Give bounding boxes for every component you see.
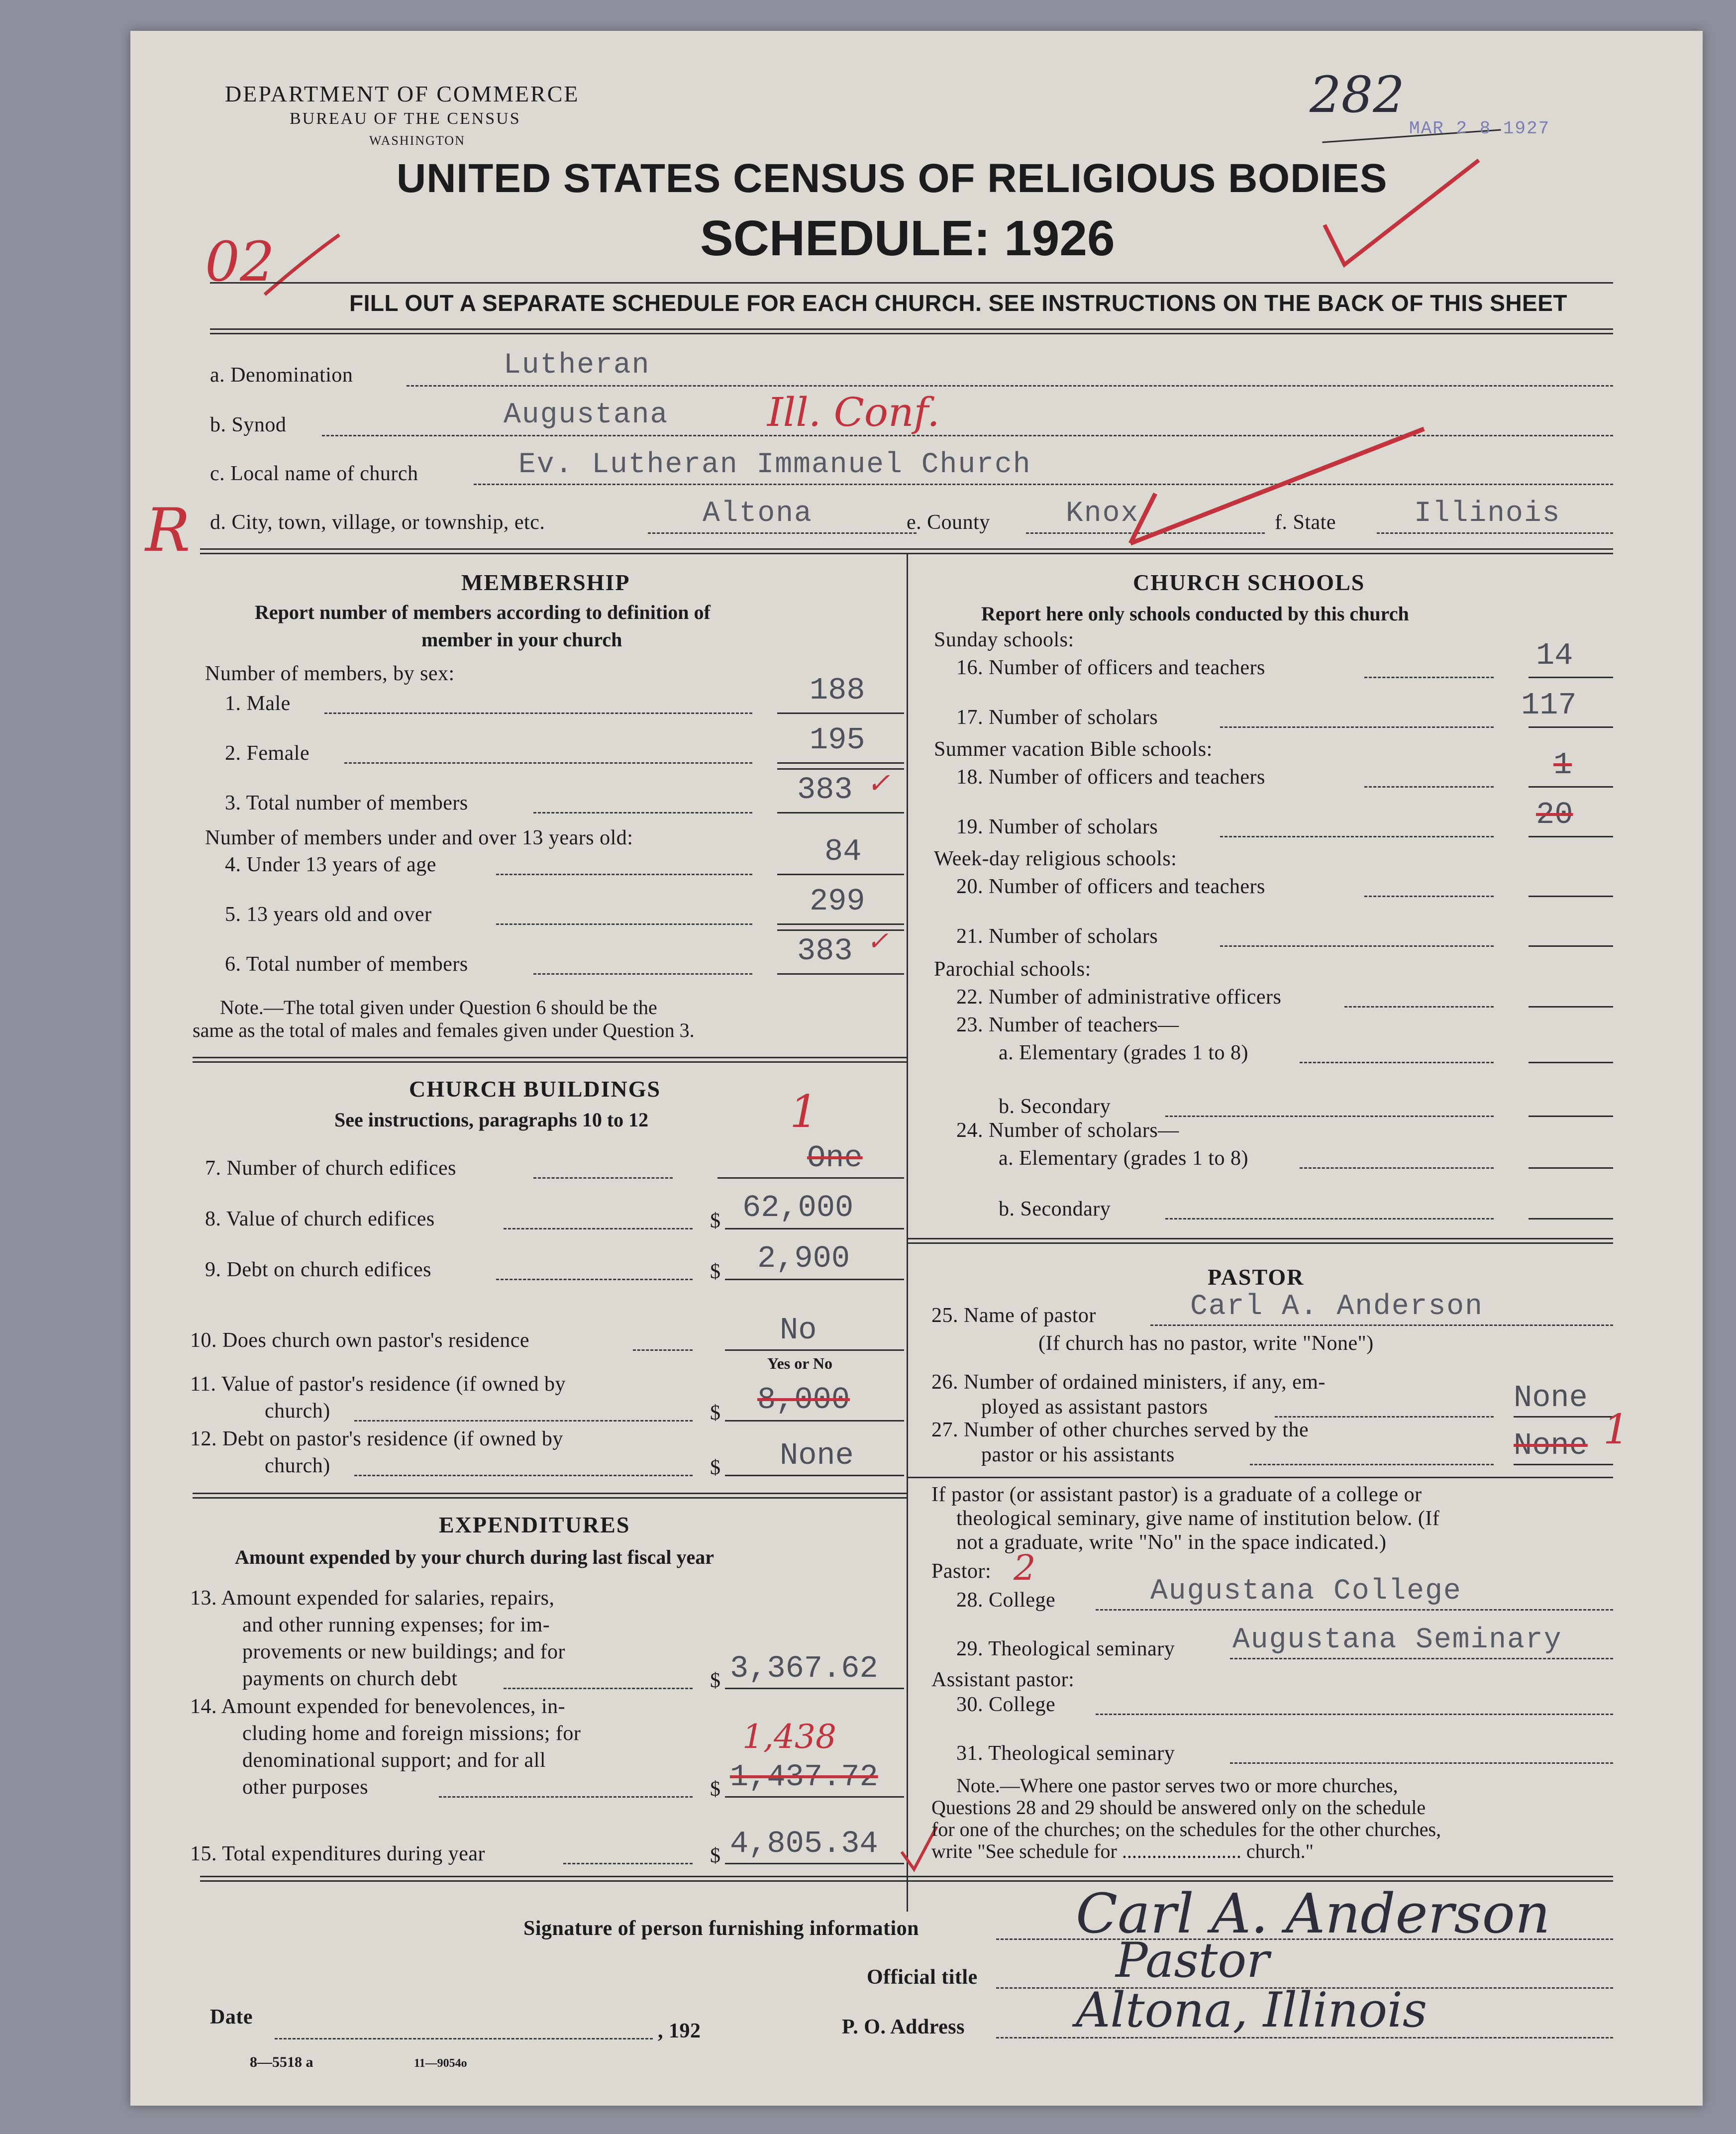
- pastor-note: Note.—Where one pastor serves two or more churches,: [956, 1774, 1398, 1797]
- po-address-label: P. O. Address: [842, 2016, 965, 2038]
- q17-sunday-scholars: 117: [1521, 688, 1577, 723]
- q8-label: 8. Value of church edifices: [205, 1208, 435, 1230]
- department-heading: DEPARTMENT OF COMMERCE: [225, 81, 580, 106]
- q29-label: 29. Theological seminary: [956, 1637, 1175, 1660]
- q12-label-2: church): [265, 1454, 330, 1477]
- state-value: Illinois: [1414, 498, 1561, 530]
- q4-label: 4. Under 13 years of age: [225, 853, 436, 876]
- q26-assistant-pastors: None: [1514, 1380, 1588, 1416]
- year-prefix: , 192: [658, 2020, 701, 2042]
- pastor-handwritten: 2: [1014, 1547, 1036, 1588]
- q13-label: 13. Amount expended for salaries, repairs,: [190, 1587, 555, 1610]
- q4-under-13-value: 84: [824, 834, 862, 869]
- q14-handwritten: 1,438: [742, 1718, 836, 1756]
- dollar-sign: $: [710, 1778, 721, 1801]
- q13-running-expenses: 3,367.62: [730, 1651, 878, 1686]
- handwritten-code: 02: [205, 230, 275, 294]
- membership-note: Note.—The total given under Question 6 should be the: [220, 996, 657, 1018]
- state-label: f. State: [1275, 511, 1336, 534]
- washington-heading: WASHINGTON: [369, 133, 465, 148]
- yes-no-hint: Yes or No: [767, 1354, 832, 1372]
- q2-female-value: 195: [810, 722, 865, 758]
- official-title-value: Pastor: [1116, 1932, 1270, 1988]
- received-date-stamp: MAR 2 8 1927: [1409, 118, 1550, 139]
- denomination-label: a. Denomination: [210, 364, 353, 387]
- graduate-instruction: If pastor (or assistant pastor) is a graduate of a college or: [931, 1483, 1422, 1506]
- handwritten-number: 282: [1310, 66, 1405, 124]
- buildings-subheading: See instructions, paragraphs 10 to 12: [334, 1109, 649, 1131]
- q11-label: 11. Value of pastor's residence (if owned by: [190, 1373, 566, 1396]
- local-name-label: c. Local name of church: [210, 462, 418, 485]
- parochial-schools-heading: Parochial schools:: [934, 958, 1091, 981]
- q24a-label: a. Elementary (grades 1 to 8): [999, 1147, 1248, 1170]
- schools-heading: CHURCH SCHOOLS: [1133, 570, 1365, 595]
- q5-label: 5. 13 years old and over: [225, 903, 432, 926]
- q2-label: 2. Female: [225, 742, 310, 765]
- form-title: UNITED STATES CENSUS OF RELIGIOUS BODIES: [397, 156, 1388, 201]
- membership-subheading-2: member in your church: [421, 628, 622, 651]
- synod-handwritten: Ill. Conf.: [767, 389, 940, 435]
- assistant-pastor-subheading: Assistant pastor:: [931, 1668, 1075, 1691]
- q13-label-2: and other running expenses; for im-: [242, 1614, 550, 1636]
- expenditures-subheading: Amount expended by your church during last fiscal year: [235, 1546, 715, 1568]
- q15-total-expenditures: 4,805.34: [730, 1826, 878, 1861]
- q21-label: 21. Number of scholars: [956, 925, 1158, 948]
- official-title-label: Official title: [867, 1966, 978, 1989]
- q11-residence-value: 8,000: [757, 1382, 850, 1418]
- q26-label: 26. Number of ordained ministers, if any, em-: [931, 1371, 1326, 1394]
- q31-label: 31. Theological seminary: [956, 1742, 1175, 1765]
- q15-label: 15. Total expenditures during year: [190, 1842, 485, 1865]
- q12-debt-residence: None: [780, 1438, 854, 1473]
- q10-residence-value: No: [780, 1313, 817, 1348]
- membership-subheading: Report number of members according to definition of: [255, 601, 711, 623]
- county-value: Knox: [1066, 498, 1139, 530]
- q6-total-value: 383: [797, 933, 853, 969]
- q3-label: 3. Total number of members: [225, 792, 468, 814]
- q23a-label: a. Elementary (grades 1 to 8): [999, 1041, 1248, 1064]
- q28-college-value: Augustana College: [1150, 1575, 1462, 1608]
- county-label: e. County: [907, 511, 990, 534]
- census-schedule-sheet: DEPARTMENT OF COMMERCE BUREAU OF THE CENSUS WASHINGTON UNITED STATES CENSUS OF RELIGIOUS BODIES SCHEDULE: 1926 282 MAR 2 8 1927 02 FILL OUT A SEPARATE SCHEDULE FOR EACH CHURCH. SEE INSTRUCTIONS ON THE BACK OF THIS SHEET a. Denomination Lutheran b. Synod Augustana Ill. Conf. c. Local name of church Ev. Lutheran Immanuel Church R d. City, town, village, or township, etc. Altona e. County Knox f. State Illinois MEMBERSHIP Report number of members according to definition of member in your church Number of members, by sex: 1. Male 188 2. Female 195 3. Total number of members 383 ✓ Number of members under and over 13 years old: 4. Under 13 years of age 84 5. 13 years old and over 299 6. Total number of members 383 ✓ Note.—The total given under Question 6 should be the same as the total of males and females given under Question 3. CHURCH BUILDINGS See instructions, paragraphs 10 to 12 1 7. Number of church edifices One 8. Value of church edifices $ 62,000 9. Debt on church edifices $ 2,900 10. Does church own pastor's residence No Yes or No 11. Value of pastor's residence (if owned by church) $ 8,000 12. Debt on pastor's residence (if owned by church) $ None EXPENDITURES Amount expended by your church during last fiscal year 13. Amount expended for salaries, repairs, and other running expenses; for im- provements or new buildings; and for payments on church debt $ 3,367.62 14. Amount expended for benevolences, in- cluding home and foreign missions; for denominational support; and for all other purposes $ 1,437.72 1,438 15. Total expenditures during year $ 4,805.34 CHURCH SCHOOLS Report here only schools conducted by this church Sunday schools: 16. Number of officers and teachers 14 17. Number of scholars 117 Summer vacation Bible schools: 18. Number of officers and teachers 1 19. Number of scholars 20 Week-day religious schools: 20. Number of officers and teachers 21. Number of scholars Parochial schools: 22. Number of administrative officers 23. Number of teachers— a. Elementary (grades 1 to 8) b. Secondary 24. Number of scholars— a. Elementary (grades 1 to 8) b. Secondary PASTOR 25. Name of pastor Carl A. Anderson (If church has no pastor, write "None") 26. Number of ordained ministers, if any, em- ployed as assistant pastors None 27. Number of other churches served by the pastor or his assistants None 1 If pastor (or assistant pastor) is a graduate of a college or theological seminary, give name of institution below. (If not a graduate, write "No" in the space indicated.) Pastor: 2 28. College Augustana College 29. Theological seminary Augustana Seminary Assistant pastor: 30. College 31. Theological seminary Note.—Where one pastor serves two or more churches, Questions 28 and 29 should be answered only on the schedule for one of the churches; on the schedules for the other churches, write "See schedule for ........................ church." Signature of person furnishing information Carl A. Anderson Official title Pastor Date , 192 P. O. Address Altona, Illinois 8—5518 a 11—9054o: [130, 31, 1703, 2106]
- q10-label: 10. Does church own pastor's residence: [190, 1329, 530, 1352]
- pastor-note-3: for one of the churches; on the schedules for the other churches,: [931, 1818, 1441, 1840]
- q13-label-3: provements or new buildings; and for: [242, 1640, 566, 1663]
- q27-label: 27. Number of other churches served by the: [931, 1419, 1309, 1441]
- q25-label: 25. Name of pastor: [931, 1304, 1096, 1327]
- form-number: 8—5518 a: [250, 2054, 313, 2070]
- q27-handwritten: 1: [1603, 1406, 1630, 1453]
- weekday-schools-heading: Week-day religious schools:: [934, 847, 1177, 870]
- q12-label: 12. Debt on pastor's residence (if owned by: [190, 1427, 563, 1450]
- q24-label: 24. Number of scholars—: [956, 1119, 1179, 1142]
- fill-out-instruction: FILL OUT A SEPARATE SCHEDULE FOR EACH CHURCH. SEE INSTRUCTIONS ON THE BACK OF THIS SHEET: [349, 290, 1568, 316]
- q1-male-value: 188: [810, 673, 865, 708]
- q29-seminary-value: Augustana Seminary: [1232, 1624, 1562, 1656]
- q1-label: 1. Male: [225, 692, 291, 715]
- expenditures-heading: EXPENDITURES: [439, 1512, 630, 1537]
- pastor-heading: PASTOR: [1208, 1264, 1305, 1290]
- q3-total-value: 383: [797, 772, 853, 808]
- q8-value-edifices: 62,000: [742, 1190, 854, 1225]
- q28-label: 28. College: [956, 1589, 1056, 1612]
- q26-label-2: ployed as assistant pastors: [981, 1396, 1208, 1419]
- q23-label: 23. Number of teachers—: [956, 1014, 1179, 1036]
- by-sex-heading: Number of members, by sex:: [205, 662, 455, 685]
- pastor-subheading: Pastor:: [931, 1560, 992, 1583]
- red-check-mark-icon: [1315, 150, 1504, 300]
- dollar-sign: $: [710, 1669, 721, 1692]
- q19-summer-scholars: 20: [1536, 797, 1573, 832]
- q17-label: 17. Number of scholars: [956, 706, 1158, 729]
- po-address-value: Altona, Illinois: [1076, 1982, 1428, 2038]
- pastor-note-2: Questions 28 and 29 should be answered only on the schedule: [931, 1796, 1426, 1819]
- signature-label: Signature of person furnishing information: [523, 1917, 919, 1940]
- q13-label-4: payments on church debt: [242, 1667, 458, 1690]
- q14-benevolences: 1,437.72: [730, 1759, 878, 1795]
- q11-label-2: church): [265, 1400, 330, 1423]
- graduate-instruction-3: not a graduate, write "No" in the space indicated.): [956, 1531, 1387, 1554]
- q5-13-and-over-value: 299: [810, 884, 865, 919]
- q16-sunday-officers: 14: [1536, 638, 1573, 673]
- q7-church-edifices-value: One: [807, 1140, 863, 1176]
- handwritten-r: R: [145, 496, 191, 565]
- q14-label: 14. Amount expended for benevolences, in-: [190, 1695, 566, 1718]
- membership-note-2: same as the total of males and females given under Question 3.: [193, 1019, 695, 1041]
- local-name-value: Ev. Lutheran Immanuel Church: [518, 449, 1031, 481]
- q14-label-3: denominational support; and for all: [242, 1749, 546, 1772]
- dollar-sign: $: [710, 1402, 721, 1424]
- denomination-value: Lutheran: [504, 349, 650, 382]
- q14-label-4: other purposes: [242, 1776, 369, 1799]
- pastor-note-4: write "See schedule for ........................ church.": [931, 1840, 1314, 1862]
- bureau-heading: BUREAU OF THE CENSUS: [290, 109, 521, 128]
- dollar-sign: $: [710, 1844, 721, 1867]
- red-check-mark-icon: [1125, 419, 1434, 558]
- q23b-label: b. Secondary: [999, 1095, 1111, 1118]
- schedule-title: SCHEDULE: 1926: [700, 210, 1115, 266]
- dollar-sign: $: [710, 1456, 721, 1479]
- q9-label: 9. Debt on church edifices: [205, 1258, 432, 1281]
- q20-label: 20. Number of officers and teachers: [956, 875, 1265, 898]
- q16-label: 16. Number of officers and teachers: [956, 656, 1265, 679]
- q27-other-churches: None: [1514, 1428, 1588, 1463]
- q14-label-2: cluding home and foreign missions; for: [242, 1722, 581, 1745]
- city-label: d. City, town, village, or township, etc.: [210, 511, 545, 534]
- q18-summer-officers: 1: [1553, 747, 1572, 783]
- city-value: Altona: [703, 498, 813, 530]
- synod-label: b. Synod: [210, 413, 287, 436]
- date-label: Date: [210, 2006, 253, 2029]
- dollar-sign: $: [710, 1210, 721, 1232]
- buildings-heading: CHURCH BUILDINGS: [409, 1076, 661, 1102]
- dollar-sign: $: [710, 1260, 721, 1283]
- q7-handwritten: 1: [790, 1086, 818, 1138]
- schools-subheading: Report here only schools conducted by this church: [981, 603, 1409, 625]
- q22-label: 22. Number of administrative officers: [956, 986, 1282, 1009]
- age-heading: Number of members under and over 13 years old:: [205, 826, 633, 849]
- membership-heading: MEMBERSHIP: [461, 570, 630, 595]
- q25-hint: (If church has no pastor, write "None"): [1038, 1332, 1374, 1355]
- q7-label: 7. Number of church edifices: [205, 1157, 456, 1180]
- q25-pastor-name: Carl A. Anderson: [1190, 1291, 1483, 1323]
- sunday-schools-heading: Sunday schools:: [934, 628, 1074, 651]
- summer-schools-heading: Summer vacation Bible schools:: [934, 738, 1213, 761]
- q30-label: 30. College: [956, 1693, 1056, 1716]
- print-number: 11—9054o: [414, 2057, 467, 2070]
- q24b-label: b. Secondary: [999, 1198, 1111, 1220]
- q27-label-2: pastor or his assistants: [981, 1443, 1175, 1466]
- q9-debt-edifices: 2,900: [757, 1241, 850, 1276]
- signature: Carl A. Anderson: [1076, 1882, 1550, 1945]
- graduate-instruction-2: theological seminary, give name of institution below. (If: [956, 1507, 1440, 1530]
- q18-label: 18. Number of officers and teachers: [956, 766, 1265, 789]
- synod-value: Augustana: [504, 399, 669, 431]
- q19-label: 19. Number of scholars: [956, 815, 1158, 838]
- q6-label: 6. Total number of members: [225, 953, 468, 976]
